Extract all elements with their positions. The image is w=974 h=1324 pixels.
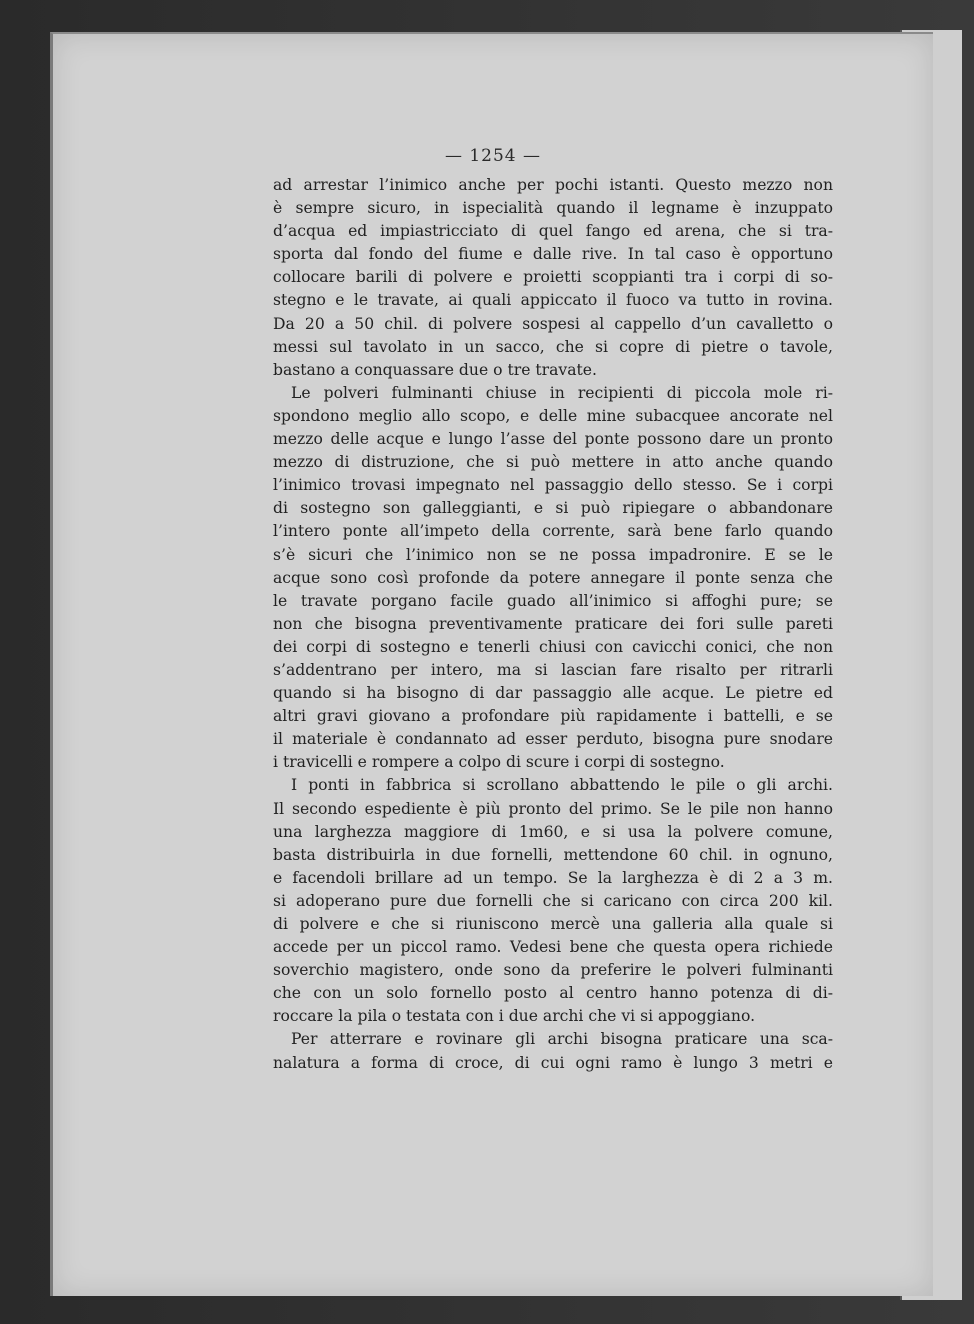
- text-line: Il secondo espediente è più pronto del primo. Se le pile non hanno: [273, 799, 833, 818]
- text-line: I ponti in fabbrica si scrollano abbattendo le pile o gli archi.: [291, 776, 833, 795]
- text-line: acque sono così profonde da potere annegare il ponte senza che: [273, 568, 833, 587]
- text-line: d’acqua ed impiastricciato di quel fango ed arena, che si tra-: [273, 222, 833, 241]
- text-line: una larghezza maggiore di 1m60, e si usa la polvere comune,: [273, 822, 833, 841]
- text-line: mezzo di distruzione, che si può mettere in atto anche quando: [273, 453, 833, 472]
- text-line: collocare barili di polvere e proietti scoppianti tra i corpi di so-: [273, 268, 833, 287]
- text-line: che con un solo fornello posto al centro hanno potenza di di-: [273, 984, 833, 1003]
- text-line: s’è sicuri che l’inimico non se ne possa impadronire. E se le: [273, 545, 833, 564]
- body-text: [273, 174, 833, 1075]
- text-line: roccare la pila o testata con i due archi che vi si appoggiano.: [273, 1007, 756, 1026]
- text-line: sporta dal fondo del fiume e dalle rive. In tal caso è opportuno: [273, 245, 833, 264]
- text-line: Da 20 a 50 chil. di polvere sospesi al cappello d’un cavalletto o: [273, 314, 833, 333]
- text-line: nalatura a forma di croce, di cui ogni ramo è lungo 3 metri e: [273, 1053, 833, 1072]
- text-line: Per atterrare e rovinare gli archi bisogna praticare una sca-: [291, 1030, 833, 1049]
- text-line: altri gravi giovano a profondare più rapidamente i battelli, e se: [273, 707, 833, 726]
- text-line: di polvere e che si riuniscono mercè una galleria alla quale si: [273, 915, 833, 933]
- text-line: quando si ha bisogno di dar passaggio alle acque. Le pietre ed: [273, 684, 833, 703]
- text-line: messi sul tavolato in un sacco, che si copre di pietre o tavole,: [273, 337, 833, 356]
- text-line: stegno e le travate, ai quali appiccato il fuoco va tutto in rovina.: [273, 291, 833, 310]
- text-line: è sempre sicuro, in ispecialità quando il legname è inzuppato: [273, 199, 833, 218]
- text-line: si adoperano pure due fornelli che si caricano con circa 200 kil.: [273, 891, 833, 910]
- text-line: Le polveri fulminanti chiuse in recipienti di piccola mole ri-: [291, 383, 833, 402]
- text-line: soverchio magistero, onde sono da preferire le polveri fulminanti: [273, 961, 833, 980]
- text-line: basta distribuirla in due fornelli, mettendone 60 chil. in ognuno,: [273, 845, 833, 864]
- document-page: [50, 32, 933, 1296]
- text-line: bastano a conquassare due o tre travate.: [273, 360, 597, 379]
- text-line: ad arrestar l’inimico anche per pochi istanti. Questo mezzo non: [273, 176, 833, 194]
- text-line: mezzo delle acque e lungo l’asse del ponte possono dare un pronto: [273, 430, 833, 449]
- text-line: i travicelli e rompere a colpo di scure i corpi di sostegno.: [273, 753, 725, 772]
- text-line: l’intero ponte all’impeto della corrente, sarà bene farlo quando: [273, 522, 833, 541]
- text-line: dei corpi di sostegno e tenerli chiusi con cavicchi conici, che non: [273, 637, 833, 656]
- text-line: di sostegno son galleggianti, e si può ripiegare o abbandonare: [273, 499, 833, 518]
- text-line: accede per un piccol ramo. Vedesi bene che questa opera richiede: [273, 938, 833, 957]
- text-line: l’inimico trovasi impegnato nel passaggio dello stesso. Se i corpi: [273, 476, 833, 495]
- text-line: spondono meglio allo scopo, e delle mine subacquee ancorate nel: [273, 406, 833, 425]
- text-line: s’addentrano per intero, ma si lascian fare risalto per ritrarli: [273, 660, 833, 679]
- text-line: le travate porgano facile guado all’inimico si affoghi pure; se: [273, 591, 833, 610]
- text-line: e facendoli brillare ad un tempo. Se la larghezza è di 2 a 3 m.: [273, 868, 833, 887]
- page-number: — 1254 —: [444, 146, 542, 166]
- text-line: il materiale è condannato ad esser perduto, bisogna pure snodare: [273, 730, 833, 749]
- text-line: non che bisogna preventivamente praticare dei fori sulle pareti: [273, 614, 833, 633]
